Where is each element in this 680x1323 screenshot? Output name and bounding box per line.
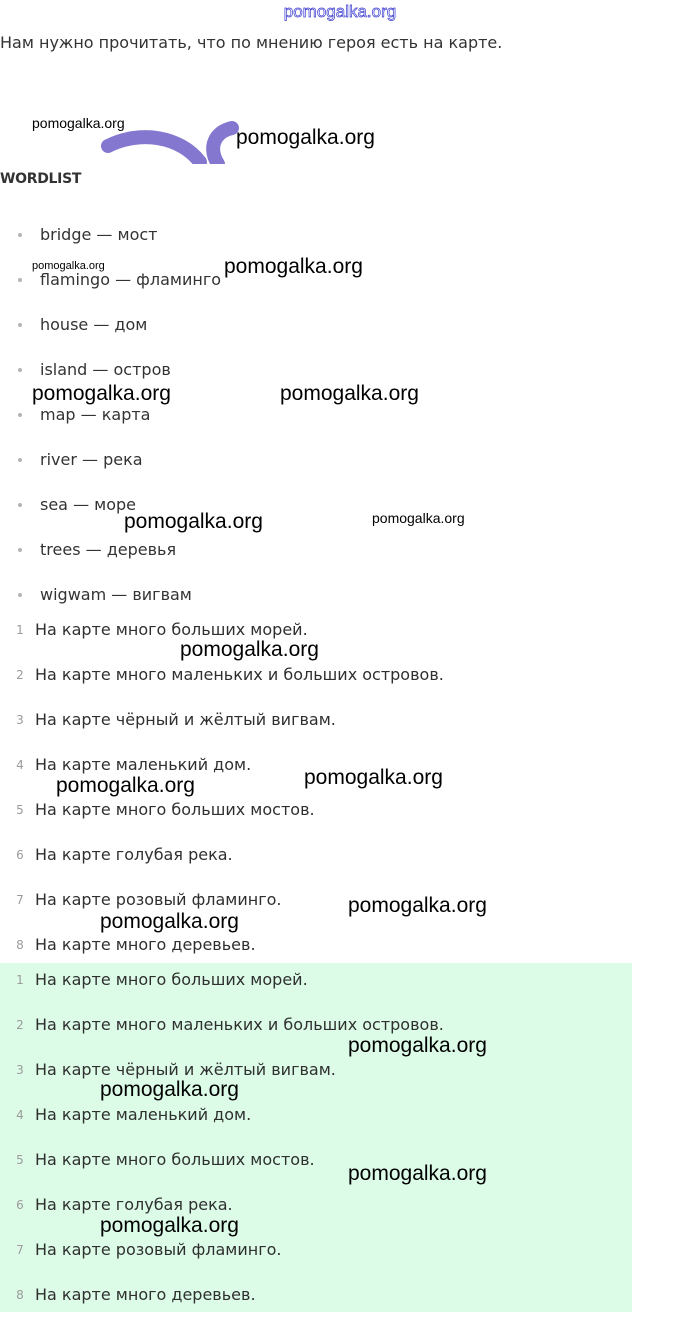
- answer-row: [0, 1233, 632, 1278]
- answer-text: На карте маленький дом.: [35, 1105, 252, 1124]
- watermark: pomogalka.org: [372, 510, 465, 526]
- answer-text: На карте много деревьев.: [35, 1285, 256, 1304]
- bullet-icon: [18, 413, 22, 417]
- intro-text: Нам нужно прочитать, что по мнению героя есть на карте.: [0, 33, 503, 52]
- watermark: pomogalka.org: [100, 1214, 239, 1237]
- line-number: 7: [16, 1243, 24, 1257]
- line-number: 1: [16, 973, 24, 987]
- line-number: 1: [16, 623, 24, 637]
- bullet-icon: [18, 548, 22, 552]
- watermark: pomogalka.org: [224, 255, 363, 278]
- sentence-row: [0, 795, 632, 840]
- watermark: pomogalka.org: [236, 126, 375, 149]
- watermark: pomogalka.org: [348, 1162, 487, 1185]
- line-number: 6: [16, 848, 24, 862]
- answer-row: [0, 1098, 632, 1143]
- line-number: 7: [16, 893, 24, 907]
- watermark: pomogalka.org: [100, 1078, 239, 1101]
- watermark: pomogalka.org: [280, 382, 419, 405]
- bullet-icon: [18, 233, 22, 237]
- watermark: pomogalka.org: [180, 638, 319, 661]
- sentence-text: На карте много маленьких и больших островов.: [35, 665, 444, 684]
- wordlist-heading: WORDLIST: [0, 171, 82, 187]
- answer-text: На карте много маленьких и больших островов.: [35, 1015, 444, 1034]
- bullet-icon: [18, 323, 22, 327]
- answer-row: [0, 1008, 632, 1053]
- sentence-text: На карте много больших мостов.: [35, 800, 315, 819]
- line-number: 5: [16, 1153, 24, 1167]
- illustration-stroke-arc: [108, 137, 200, 162]
- sentence-text: На карте много деревьев.: [35, 935, 256, 954]
- sentence-text: На карте много больших морей.: [35, 620, 308, 639]
- line-number: 3: [16, 713, 24, 727]
- line-number: 6: [16, 1198, 24, 1212]
- bullet-icon: [18, 503, 22, 507]
- watermark: pomogalka.org: [124, 510, 263, 533]
- sentence-text: На карте розовый фламинго.: [35, 890, 282, 909]
- answer-list: [0, 963, 632, 1312]
- line-number: 2: [16, 1018, 24, 1032]
- line-number: 8: [16, 938, 24, 952]
- sentence-row: [0, 705, 632, 750]
- line-number: 2: [16, 668, 24, 682]
- watermark: pomogalka.org: [348, 894, 487, 917]
- bullet-icon: [18, 368, 22, 372]
- sentence-text: На карте маленький дом.: [35, 755, 252, 774]
- watermark: pomogalka.org: [56, 774, 195, 797]
- answer-text: На карте много больших мостов.: [35, 1150, 315, 1169]
- watermark: pomogalka.org: [32, 115, 125, 131]
- answer-text: На карте чёрный и жёлтый вигвам.: [35, 1060, 336, 1079]
- answer-text: На карте голубая река.: [35, 1195, 233, 1214]
- bullet-icon: [18, 278, 22, 282]
- bullet-icon: [18, 593, 22, 597]
- answer-text: На карте много больших морей.: [35, 970, 308, 989]
- bullet-icon: [18, 458, 22, 462]
- answer-row: [0, 963, 632, 1008]
- line-number: 3: [16, 1063, 24, 1077]
- watermark: pomogalka.org: [348, 1034, 487, 1057]
- watermark: pomogalka.org: [100, 910, 239, 933]
- answer-row: [0, 1278, 632, 1323]
- sentence-row: [0, 660, 632, 705]
- sentence-text: На карте голубая река.: [35, 845, 233, 864]
- illustration-stroke-hook: [213, 128, 232, 164]
- line-number: 5: [16, 803, 24, 817]
- sentence-row: [0, 885, 632, 930]
- line-number: 4: [16, 758, 24, 772]
- site-header-watermark: pomogalka.org: [283, 2, 397, 21]
- answer-row: [0, 1188, 632, 1233]
- line-number: 4: [16, 1108, 24, 1122]
- answer-row: [0, 1053, 632, 1098]
- sentence-row: [0, 840, 632, 885]
- answer-text: На карте розовый фламинго.: [35, 1240, 282, 1259]
- sentence-text: На карте чёрный и жёлтый вигвам.: [35, 710, 336, 729]
- watermark: pomogalka.org: [32, 260, 105, 272]
- answer-row: [0, 1143, 632, 1188]
- line-number: 8: [16, 1288, 24, 1302]
- watermark: pomogalka.org: [304, 766, 443, 789]
- watermark: pomogalka.org: [32, 382, 171, 405]
